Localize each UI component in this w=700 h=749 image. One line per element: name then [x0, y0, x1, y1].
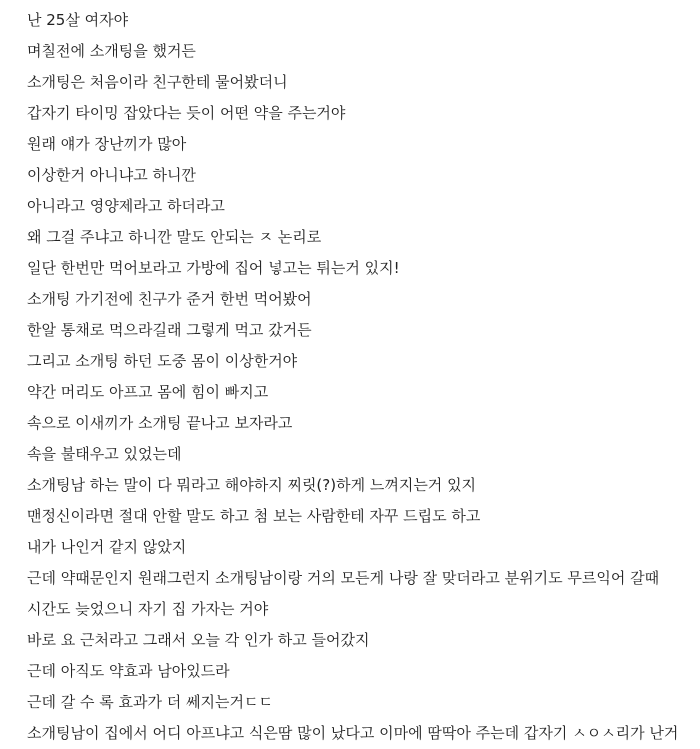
- post-line: 난 25살 여자야: [27, 11, 129, 29]
- post-line: 일단 한번만 먹어보라고 가방에 집어 넣고는 튀는거 있지!: [27, 259, 400, 277]
- post-line: 한알 통채로 먹으라길래 그렇게 먹고 갔거든: [27, 321, 312, 339]
- post-line: 소개팅은 처음이라 친구한테 물어봤더니: [27, 73, 288, 91]
- post-line: 왜 그걸 주냐고 하니깐 말도 안되는 ㅈ 논리로: [27, 228, 322, 246]
- post-line: 맨정신이라면 절대 안할 말도 하고 첨 보는 사람한테 자꾸 드립도 하고: [27, 507, 481, 525]
- post-line: 원래 얘가 장난끼가 많아: [27, 135, 187, 153]
- post-line: 소개팅남이 집에서 어디 아프냐고 식은땀 많이 났다고 이마에 땀딱아 주는데 갑자기 ㅅㅇㅅ리가 난거: [27, 724, 679, 742]
- post-body: [27, 5, 697, 749]
- post-line: 이상한거 아니냐고 하니깐: [27, 166, 196, 184]
- post-line: 근데 아직도 약효과 남아있드라: [27, 662, 230, 680]
- post-line: 속으로 이새끼가 소개팅 끝나고 보자라고: [27, 414, 293, 432]
- post-line: 바로 요 근처라고 그래서 오늘 각 인가 하고 들어갔지: [27, 631, 370, 649]
- post-line: 약간 머리도 아프고 몸에 힘이 빠지고: [27, 383, 269, 401]
- post-line: 갑자기 타이밍 잡았다는 듯이 어떤 약을 주는거야: [27, 104, 346, 122]
- post-line: 며칠전에 소개팅을 했거든: [27, 42, 196, 60]
- post-line: 아니라고 영양제라고 하더라고: [27, 197, 225, 215]
- post-line: 근데 약때문인지 원래그런지 소개팅남이랑 거의 모든게 나랑 잘 맞더라고 분위기도 무르익어 갈때: [27, 569, 660, 587]
- post-line: 그리고 소개팅 하던 도중 몸이 이상한거야: [27, 352, 298, 370]
- post-line: 시간도 늦었으니 자기 집 가자는 거야: [27, 600, 269, 618]
- post-line: 속을 불태우고 있었는데: [27, 445, 182, 463]
- post-line: 내가 나인거 같지 않았지: [27, 538, 187, 556]
- post-line: 근데 갈 수 록 효과가 더 쎄지는거ㄷㄷ: [27, 693, 273, 711]
- post-line: 소개팅 가기전에 친구가 준거 한번 먹어봤어: [27, 290, 312, 308]
- post-line: 소개팅남 하는 말이 다 뭐라고 해야하지 찌릿(?)하게 느껴지는거 있지: [27, 476, 477, 494]
